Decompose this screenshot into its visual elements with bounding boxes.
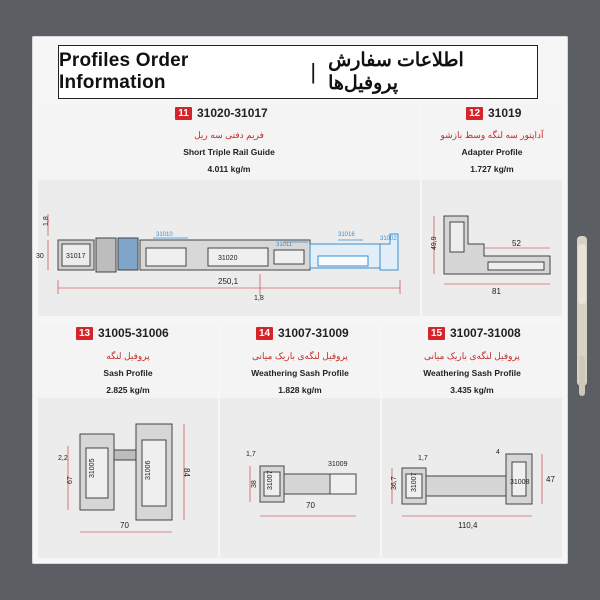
profile-weight-13: 2.825 kg/m (106, 385, 150, 395)
part-11-p1: 31017 (66, 253, 86, 260)
profile-code-text-11: 31020-31017 (197, 106, 268, 120)
part-11-p6: 31002 (380, 236, 397, 242)
profile-weight-11: 4.011 kg/m (207, 164, 251, 174)
profile-name-en-12: Adapter Profile (461, 147, 523, 157)
profile-code-14 (256, 326, 349, 340)
dim-14-d1: 1,7 (246, 451, 256, 458)
part-15-p2: 31008 (510, 479, 530, 486)
profile-code-15 (428, 326, 521, 340)
profile-badge-12: 12 (466, 107, 483, 120)
profile-name-fa-11: فریم دفتی سه ریل (194, 130, 264, 140)
part-13-p1: 31005 (89, 458, 96, 478)
profile-name-fa-12: آداپتور سه لنگه وسط بازشو (440, 130, 544, 140)
dim-13-d2: 67 (67, 476, 74, 484)
profile-code-text-14: 31007-31009 (278, 326, 349, 340)
profile-code-text-13: 31005-31006 (98, 326, 169, 340)
profile-code-text-12: 31019 (488, 106, 522, 120)
dim-15-d1: 1,7 (418, 455, 428, 462)
profile-drawing-11 (38, 200, 420, 310)
profile-weight-12: 1.727 kg/m (470, 164, 514, 174)
dim-13-d4: 70 (120, 521, 129, 530)
page-title-fa: اطلاعات سفارش پروفیل‌ها (328, 50, 464, 94)
dim-12-d2: 52 (512, 239, 521, 248)
title-separator: | (310, 59, 317, 84)
part-11-p2: 31020 (218, 255, 238, 262)
part-11-p5: 31016 (338, 232, 355, 238)
part-13-p2: 31006 (145, 460, 152, 480)
dim-15-d3: 4 (496, 449, 500, 456)
part-14-p2: 31009 (328, 461, 348, 468)
profile-code-13 (76, 326, 169, 340)
part-11-p4: 31011 (276, 242, 293, 248)
profile-drawing-15 (382, 404, 562, 554)
part-14-p1: 31007 (267, 470, 274, 490)
dim-13-d1: 2,2 (58, 455, 68, 462)
profile-name-en-14: Weathering Sash Profile (251, 368, 349, 378)
profile-weight-15: 3.435 kg/m (450, 385, 494, 395)
profile-name-fa-13: پروفیل لنگه (106, 351, 150, 361)
page-header (58, 45, 538, 99)
dim-11-d3: 250,1 (218, 277, 239, 286)
profile-code-12 (466, 106, 521, 120)
profile-drawing-13 (38, 404, 218, 554)
profile-weight-14: 1.828 kg/m (278, 385, 322, 395)
profile-name-fa-14: پروفیل لنگه‌ی باریک میانی (252, 351, 348, 361)
dim-14-d2: 38 (251, 480, 258, 488)
profile-code-text-15: 31007-31008 (450, 326, 521, 340)
dim-12-d3: 81 (492, 287, 501, 296)
window-handle-icon (575, 236, 589, 396)
profile-badge-13: 13 (76, 327, 93, 340)
profile-name-en-15: Weathering Sash Profile (423, 368, 521, 378)
part-11-p3: 31010 (156, 232, 173, 238)
profile-drawing-12 (422, 200, 562, 300)
profile-name-fa-15: پروفیل لنگه‌ی باریک میانی (424, 351, 520, 361)
dim-15-d2: 36,7 (391, 476, 398, 490)
dim-13-d3: 84 (182, 468, 191, 477)
profile-code-11 (175, 106, 268, 120)
profile-drawing-14 (220, 404, 380, 554)
dim-15-d4: 47 (546, 475, 555, 484)
profile-name-en-13: Sash Profile (103, 368, 153, 378)
dim-15-d5: 110,4 (458, 521, 478, 530)
dim-14-d3: 70 (306, 501, 315, 510)
page-title-en: Profiles Order Information (59, 50, 189, 93)
dim-11-d4: 1,8 (254, 295, 264, 302)
profile-badge-11: 11 (175, 107, 192, 120)
dim-12-d1: 49,9 (431, 236, 438, 250)
profile-badge-15: 15 (428, 327, 445, 340)
dim-11-d2: 30 (36, 253, 44, 260)
dim-11-d1: 1,8 (43, 216, 50, 226)
profile-name-en-11: Short Triple Rail Guide (183, 147, 275, 157)
part-15-p1: 31007 (411, 472, 418, 492)
profile-badge-14: 14 (256, 327, 273, 340)
